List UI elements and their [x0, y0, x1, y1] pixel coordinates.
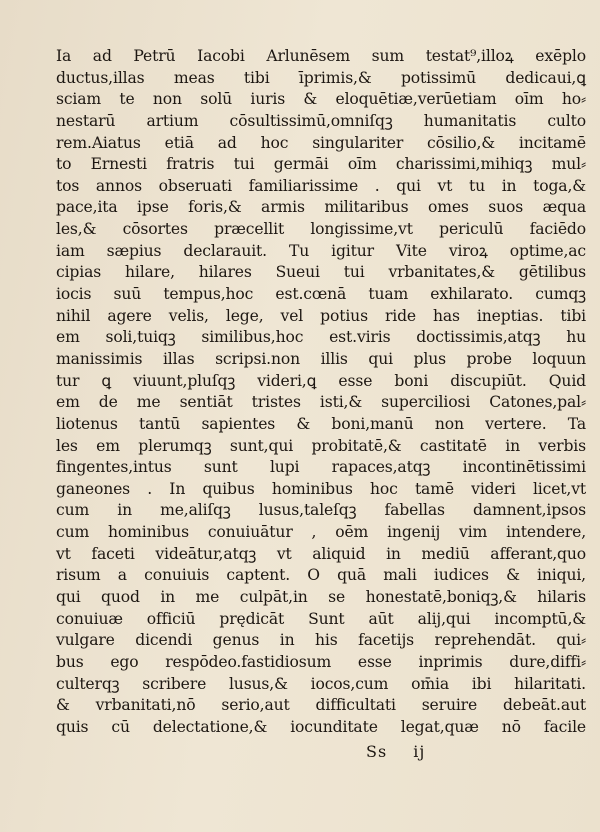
text-line: risum a conuiuis captent. O quā mali iudices & iniqui, — [56, 566, 586, 585]
text-line: pace,ita ipse foris,& armis militaribus omes suos æqua — [56, 198, 586, 217]
text-line: sciam te non solū iuris & eloquētiæ,verūetiam oīm ho⸗ — [56, 90, 586, 109]
text-line: ductus,illas meas tibi īprimis,& potissimū dedicaui,ꝗ — [56, 68, 586, 87]
text-line: to Ernesti fratris tui germāi oīm charissimi,mihiqꝫ mul⸗ — [56, 155, 586, 174]
text-line: qui quod in me culpāt,in se honestatē,boniqꝫ,& hilaris — [56, 588, 586, 607]
text-line: bus ego respōdeo.fastidiosum esse inprimis dure,diffi⸗ — [56, 652, 586, 671]
bleed-through-text — [70, 0, 590, 46]
text-line: nestarū artium cōsultissimū,omniſqꝫ humanitatis culto — [56, 111, 586, 130]
text-line: iam sæpius declarauit. Tu igitur Vite viroꝝ optime,ac — [56, 241, 586, 260]
text-line: manissimis illas scripsi.non illis qui plus probe loquun — [56, 349, 586, 368]
text-line: rem.Aiatus etiā ad hoc singulariter cōsilio,& incitamē — [56, 133, 586, 152]
text-line: tur ꝗ viuunt,pluſqꝫ videri,ꝗ esse boni discupiūt. Quid — [56, 371, 586, 390]
text-line: cipias hilare, hilares Sueui tui vrbanitates,& gētilibus — [56, 263, 586, 282]
text-line: liotenus tantū sapientes & boni,manū non vertere. Ta — [56, 414, 586, 433]
signature-number: ij — [413, 742, 426, 761]
text-line: vulgare dicendi genus in his facetijs reprehendāt. qui⸗ — [56, 631, 586, 650]
text-line: les,& cōsortes præcellit longissime,vt periculū faciēdo — [56, 220, 586, 239]
text-line: quis cū delectatione,& iocunditate legat,quæ nō facile — [56, 717, 586, 736]
text-line: nihil agere velis, lege, vel potius ride has ineptias. tibi — [56, 306, 586, 325]
text-line: tos annos obseruati familiarissime . qui vt tu in toga,& — [56, 176, 586, 195]
text-line: cum hominibus conuiuātur , oēm ingenij vim intendere, — [56, 523, 586, 542]
text-line: les em plerumqꝫ sunt,qui probitatē,& castitatē in verbis — [56, 436, 586, 455]
text-line: & vrbanitati,nō serio,aut difficultati seruire debeāt.aut — [56, 696, 586, 715]
body-text — [56, 46, 586, 739]
text-line: fingentes,intus sunt lupi rapaces,atqꝫ incontinētissimi — [56, 458, 586, 477]
text-line: vt faceti videātur,atqꝫ vt aliquid in mediū afferant,quo — [56, 544, 586, 563]
text-line: culterqꝫ scribere lusus,& iocos,cum om̄ia ibi hilaritati. — [56, 674, 586, 693]
text-line: em soli,tuiqꝫ similibus,hoc est.viris doctissimis,atqꝫ hu — [56, 328, 586, 347]
text-line: Ia ad Petrū Iacobi Arlunēsem sum testat⁹,illoꝝ exēplo — [56, 47, 586, 65]
signature-mark — [366, 742, 425, 761]
text-line: cum in me,aliſqꝫ lusus,taleſqꝫ fabellas damnent,ipsos — [56, 501, 586, 520]
text-line: ganeones . In quibus hominibus hoc tamē videri licet,vt — [56, 479, 586, 498]
signature-letters: Ss — [366, 742, 388, 761]
text-line: em de me sentiāt tristes isti,& superciliosi Catones,pal⸗ — [56, 393, 586, 412]
text-line: iocis suū tempus,hoc est.cœnā tuam exhilarato. cumqꝫ — [56, 285, 586, 304]
text-line: conuiuæ officiū prędicāt Sunt aūt alij,qui incomptū,& — [56, 609, 586, 628]
